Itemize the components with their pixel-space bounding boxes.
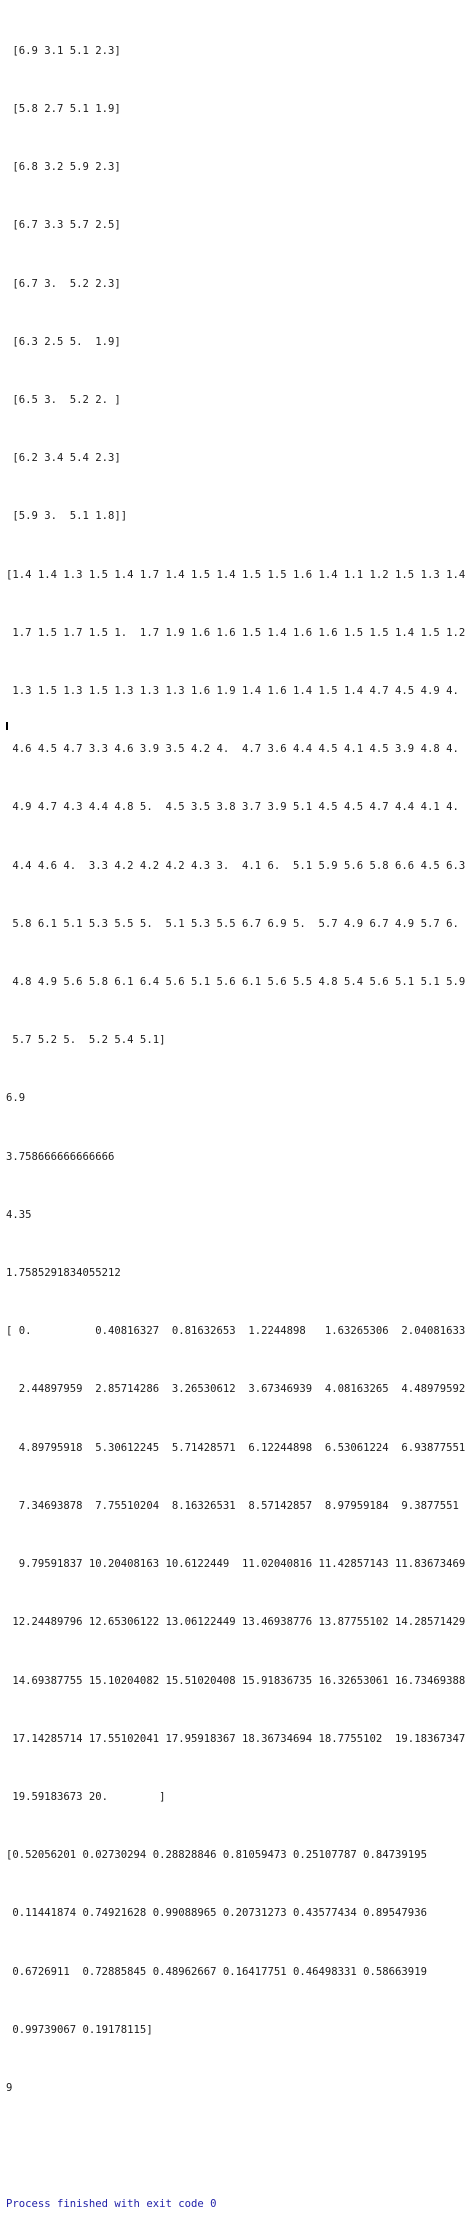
linspace-row: 12.24489796 12.65306122 13.06122449 13.46938776 13.87755102 14.28571429 (6, 1616, 465, 1629)
column-values-row: 5.8 6.1 5.1 5.3 5.5 5. 5.1 5.3 5.5 6.7 6.9 5. 5.7 4.9 6.7 4.9 5.7 6. (6, 917, 459, 930)
array-row: [6.9 3.1 5.1 2.3] (6, 44, 121, 57)
linspace-row: 9.79591837 10.20408163 10.6122449 11.02040816 11.42857143 11.83673469 (6, 1558, 465, 1571)
column-values-row: [1.4 1.4 1.3 1.5 1.4 1.7 1.4 1.5 1.4 1.5 1.5 1.6 1.4 1.1 1.2 1.5 1.3 1.4 (6, 568, 465, 581)
column-values-row: 1.7 1.5 1.7 1.5 1. 1.7 1.9 1.6 1.6 1.5 1.4 1.6 1.6 1.5 1.5 1.4 1.5 1.2 (6, 626, 465, 639)
column-values-row: 4.6 4.5 4.7 3.3 4.6 3.9 3.5 4.2 4. 4.7 3.6 4.4 4.5 4.1 4.5 3.9 4.8 4. (6, 743, 459, 756)
process-exit-message: Process finished with exit code 0 (6, 2198, 217, 2211)
linspace-row: [ 0. 0.40816327 0.81632653 1.2244898 1.63265306 2.04081633 (6, 1325, 465, 1338)
array-row: [6.7 3.3 5.7 2.5] (6, 219, 121, 232)
linspace-row: 7.34693878 7.75510204 8.16326531 8.57142857 8.97959184 9.3877551 (6, 1499, 459, 1512)
linspace-row: 4.89795918 5.30612245 5.71428571 6.12244898 6.53061224 6.93877551 (6, 1441, 465, 1454)
max-value-output: 6.9 (6, 1092, 26, 1105)
array-row: [6.2 3.4 5.4 2.3] (6, 452, 121, 465)
random-row: 0.6726911 0.72885845 0.48962667 0.16417751 0.46498331 0.58663919 (6, 1965, 427, 1978)
linspace-row: 2.44897959 2.85714286 3.26530612 3.67346939 4.08163265 4.48979592 (6, 1383, 465, 1396)
linspace-row: 17.14285714 17.55102041 17.95918367 18.36734694 18.7755102 19.18367347 (6, 1732, 465, 1745)
count-output: 9 (6, 2081, 13, 2094)
mean-value-output: 3.758666666666666 (6, 1150, 115, 1163)
array-row: [6.7 3. 5.2 2.3] (6, 277, 121, 290)
random-row: 0.99739067 0.19178115] (6, 2023, 153, 2036)
array-row: [5.9 3. 5.1 1.8]] (6, 510, 128, 523)
linspace-row: 14.69387755 15.10204082 15.51020408 15.91836735 16.32653061 16.73469388 (6, 1674, 465, 1687)
text-caret[interactable] (6, 722, 8, 730)
random-row: 0.11441874 0.74921628 0.99088965 0.20731273 0.43577434 0.89547936 (6, 1907, 427, 1920)
array-row: [6.3 2.5 5. 1.9] (6, 335, 121, 348)
median-value-output: 4.35 (6, 1208, 32, 1221)
std-value-output: 1.7585291834055212 (6, 1267, 121, 1280)
blank-line (6, 2137, 452, 2156)
random-row: [0.52056201 0.02730294 0.28828846 0.81059473 0.25107787 0.84739195 (6, 1849, 427, 1862)
column-values-row: 4.4 4.6 4. 3.3 4.2 4.2 4.2 4.3 3. 4.1 6. 5.1 5.9 5.6 5.8 6.6 4.5 6.3 (6, 859, 465, 872)
column-values-row: 4.9 4.7 4.3 4.4 4.8 5. 4.5 3.5 3.8 3.7 3.9 5.1 4.5 4.5 4.7 4.4 4.1 4. (6, 801, 459, 814)
array-row: [6.5 3. 5.2 2. ] (6, 394, 121, 407)
column-values-row: 1.3 1.5 1.3 1.5 1.3 1.3 1.3 1.6 1.9 1.4 1.6 1.4 1.5 1.4 4.7 4.5 4.9 4. (6, 685, 459, 698)
array-row: [6.8 3.2 5.9 2.3] (6, 161, 121, 174)
column-values-row: 4.8 4.9 5.6 5.8 6.1 6.4 5.6 5.1 5.6 6.1 5.6 5.5 4.8 5.4 5.6 5.1 5.1 5.9 (6, 976, 465, 989)
linspace-row: 19.59183673 20. ] (6, 1790, 166, 1803)
array-row: [5.8 2.7 5.1 1.9] (6, 103, 121, 116)
column-values-row: 5.7 5.2 5. 5.2 5.4 5.1] (6, 1034, 166, 1047)
